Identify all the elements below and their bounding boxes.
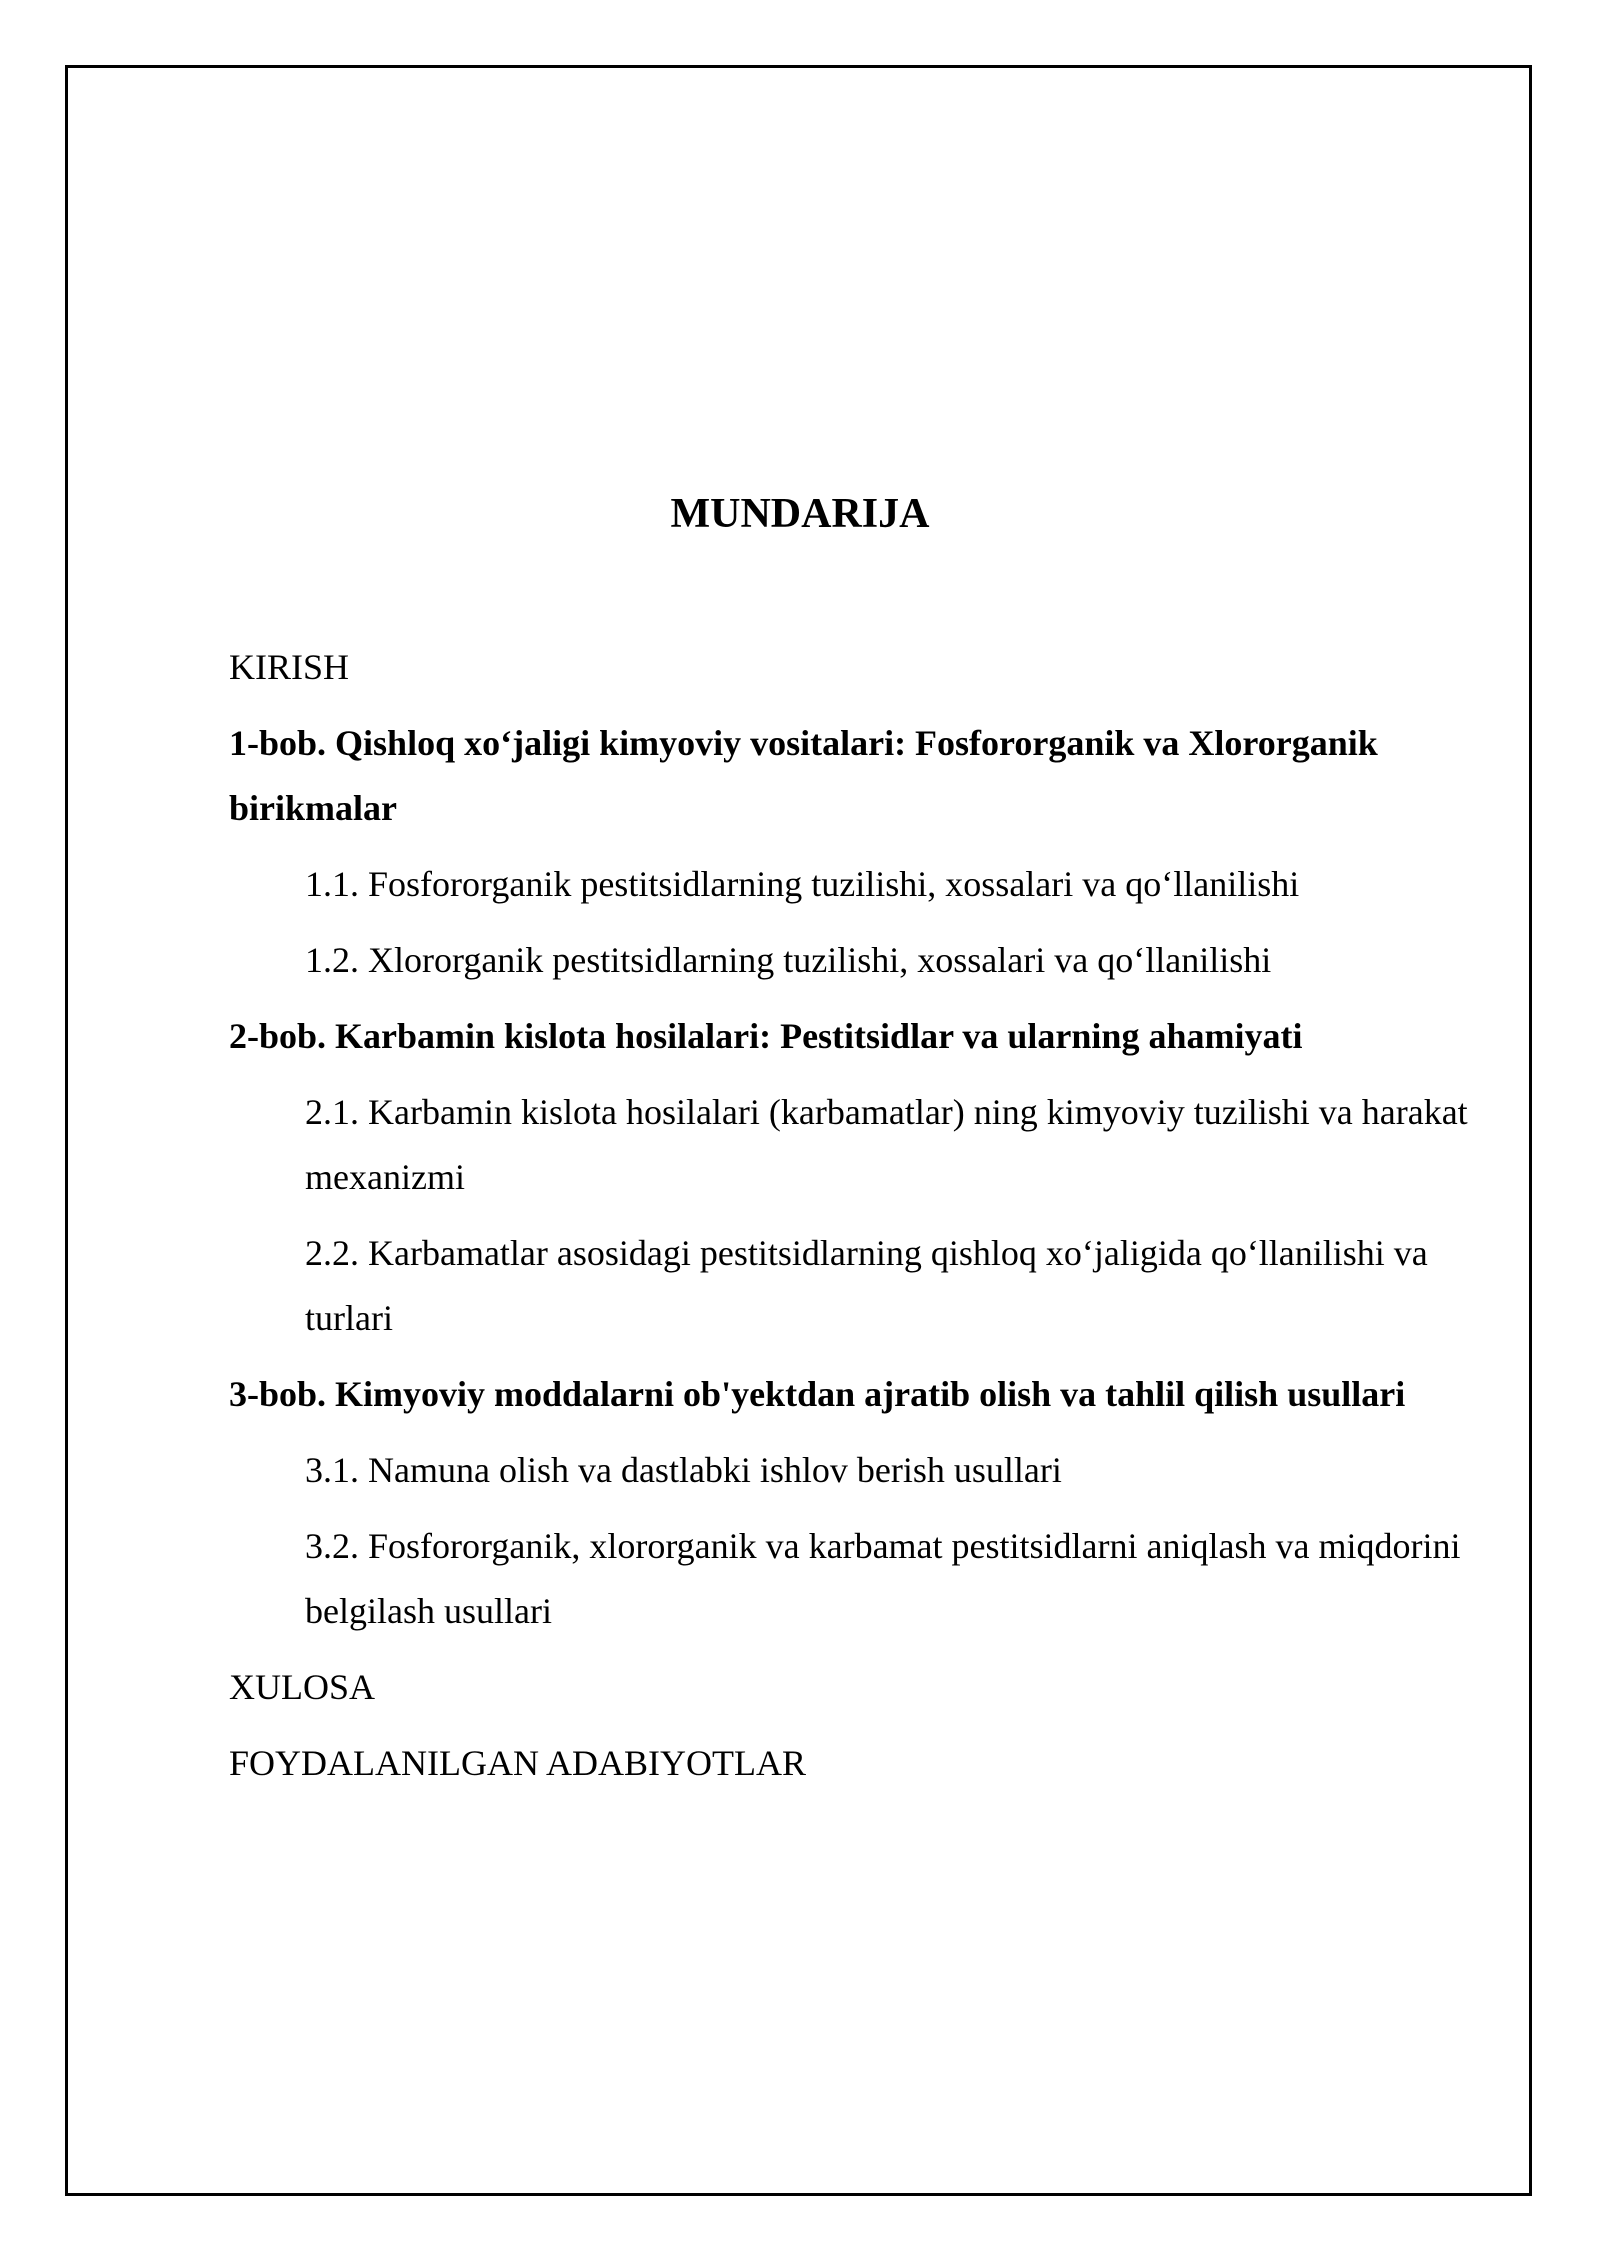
toc-section-2-2: 2.2. Karbamatlar asosidagi pestitsidlarning qishloq xo‘jaligida qo‘llanilishi va turlari xyxy=(305,1233,1428,1338)
toc-section-1-2: 1.2. Xlororganik pestitsidlarning tuzilishi, xossalari va qo‘llanilishi xyxy=(305,940,1272,980)
toc-chapter-1: 1-bob. Qishloq xo‘jaligi kimyoviy vositalari: Fosfororganik va Xlororganik birikmalar xyxy=(229,723,1378,828)
toc-item-kirish: KIRISH xyxy=(229,647,350,687)
toc-section-1-1: 1.1. Fosfororganik pestitsidlarning tuzilishi, xossalari va qo‘llanilishi xyxy=(305,864,1300,904)
toc-chapter-2: 2-bob. Karbamin kislota hosilalari: Pestitsidlar va ularning ahamiyati xyxy=(229,1016,1303,1056)
toc-section-2-1: 2.1. Karbamin kislota hosilalari (karbamatlar) ning kimyoviy tuzilishi va harakat mexanizmi xyxy=(305,1092,1468,1197)
table-of-contents xyxy=(229,635,1489,1807)
toc-section-3-1: 3.1. Namuna olish va dastlabki ishlov berish usullari xyxy=(305,1450,1062,1490)
toc-chapter-3: 3-bob. Kimyoviy moddalarni ob'yektdan ajratib olish va tahlil qilish usullari xyxy=(229,1374,1406,1414)
toc-item-xulosa: XULOSA xyxy=(229,1667,376,1707)
toc-section-3-2: 3.2. Fosfororganik, xlororganik va karbamat pestitsidlarni aniqlash va miqdorini belgilash usullari xyxy=(305,1526,1461,1631)
page-title: MUNDARIJA xyxy=(670,491,930,538)
toc-item-adabiyotlar: FOYDALANILGAN ADABIYOTLAR xyxy=(229,1743,806,1783)
